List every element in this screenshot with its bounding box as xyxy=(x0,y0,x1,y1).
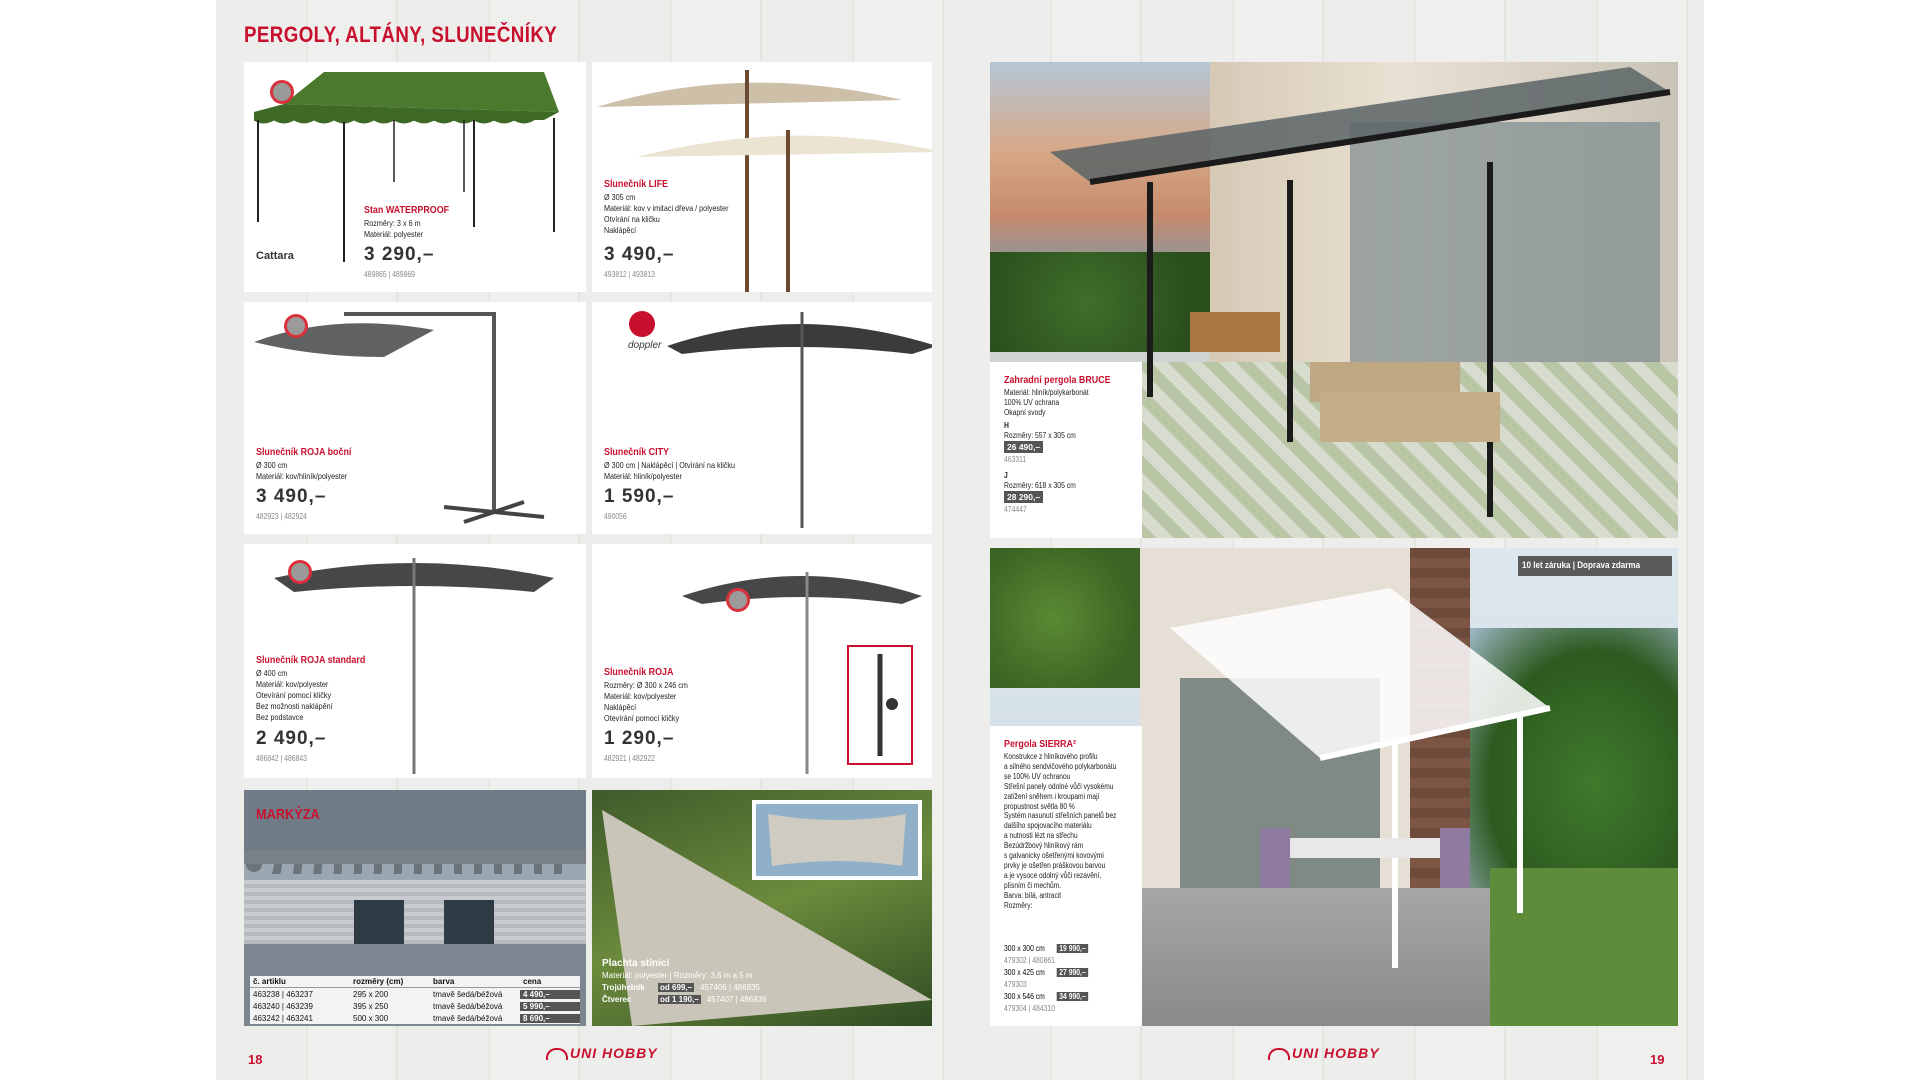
logo-text: UNI HOBBY xyxy=(570,1045,658,1061)
table-cell: tmavě šedá/béžová xyxy=(433,989,503,999)
product-desc: Konstrukce z hliníkového profilu a silného sendvičového polykarbonátu se 100% UV ochranou Střešní panely odolné vůči vysokému zatížení sněhem i kroupami mají propustnost světla 80 % Systém nasunutí střešních panelů bez dalšího spojovacího materiálu a nutnosti lézt na střechu Bezúdržbový hliníkový rám s galvanicky ošetřenými kovovými prvky je ošetřen práškovou barvou a je vysoce odolný vůči rezavění, plísním či mechům. Barva: bílá, antracit Rozměry: xyxy=(1004,752,1117,910)
plachta-shape: Trojúhelník xyxy=(602,983,645,992)
unihobby-logo xyxy=(1268,1045,1380,1061)
plachta-row xyxy=(602,995,767,1004)
size-row xyxy=(1004,992,1088,1001)
left-page xyxy=(216,0,960,1080)
size-label: H xyxy=(1004,421,1009,430)
plachta-price: od 1 190,– xyxy=(660,995,699,1004)
plachta-desc: Materiál: polyester | Rozměry: 3,6 m a 5 m xyxy=(602,971,753,980)
product-desc: Rozměry: Ø 300 x 246 cm Materiál: kov/polyester Naklápěcí Otevírání pomocí kličky xyxy=(604,680,688,723)
plachta-shape: Čtverec xyxy=(602,995,632,1004)
price-tag: 34 990,– xyxy=(1057,992,1089,1001)
plachta-price: od 699,– xyxy=(660,983,693,992)
markyza-photo[interactable] xyxy=(244,790,586,1026)
product-codes: 482923 | 482924 xyxy=(256,512,307,521)
product-price: 2 490,– xyxy=(256,728,327,749)
table-cell-price: 4 490,– xyxy=(520,990,580,999)
plachta-photo[interactable] xyxy=(592,790,932,1026)
size-text: Rozměry: 618 x 305 cm xyxy=(1004,481,1076,490)
product-codes: 493812 | 493813 xyxy=(604,270,655,279)
product-price: 3 490,– xyxy=(604,244,675,265)
product-desc: Materiál: hliník/polykarbonát 100% UV ochrana Okapní svody xyxy=(1004,388,1089,417)
unihobby-logo xyxy=(546,1045,658,1061)
col-header: barva xyxy=(433,977,455,986)
product-title: Slunečník CITY xyxy=(604,446,669,458)
product-codes: 463311 xyxy=(1004,455,1027,464)
size-text: 300 x 546 cm xyxy=(1004,992,1045,1001)
product-codes: 490056 xyxy=(604,512,627,521)
table-cell: 463238 | 463237 xyxy=(253,989,313,999)
table-cell: tmavě šedá/béžová xyxy=(433,1013,503,1023)
product-price: 1 290,– xyxy=(604,728,675,749)
color-swatch[interactable] xyxy=(284,314,308,338)
product-title: Slunečník ROJA xyxy=(604,666,674,678)
size-row xyxy=(1004,968,1088,977)
price-tag: 26 490,– xyxy=(1004,441,1043,453)
product-card-roja[interactable] xyxy=(592,544,932,778)
product-card-slunecnik-life[interactable] xyxy=(592,62,932,292)
table-cell-price: 8 690,– xyxy=(520,1014,580,1023)
col-header: č. artiklu xyxy=(253,977,286,986)
brand-logo-cattara: Cattara xyxy=(256,250,294,262)
product-title: Stan WATERPROOF xyxy=(364,204,450,216)
product-codes: 479304 | 484310 xyxy=(1004,1004,1055,1013)
table-row xyxy=(250,1000,580,1012)
product-codes: 486842 | 486843 xyxy=(256,754,307,763)
color-swatch[interactable] xyxy=(726,588,750,612)
product-card-roja-standard[interactable] xyxy=(244,544,586,778)
product-price: 3 290,– xyxy=(364,244,435,265)
col-header: cena xyxy=(523,977,542,986)
color-swatch[interactable] xyxy=(288,560,312,584)
plachta-codes: 457406 | 486835 xyxy=(700,983,760,992)
product-desc: Ø 400 cm Materiál: kov/polyester Otevírání pomocí kličky Bez možnosti naklápění Bez podstavce xyxy=(256,668,333,722)
product-card-slunecnik-city[interactable] xyxy=(592,302,932,534)
table-header xyxy=(250,976,580,988)
page-number: 19 xyxy=(1650,1052,1665,1067)
product-price: 1 590,– xyxy=(604,486,675,507)
table-cell: 295 x 200 xyxy=(353,989,389,999)
table-cell: 395 x 250 xyxy=(353,1001,389,1011)
table-cell: 463240 | 463239 xyxy=(253,1001,313,1011)
size-text: 300 x 425 cm xyxy=(1004,968,1045,977)
product-card-roja-bocni[interactable] xyxy=(244,302,586,534)
product-codes: 479303 xyxy=(1004,980,1027,989)
size-text: Rozměry: 557 x 305 cm xyxy=(1004,431,1076,440)
price-tag: 28 290,– xyxy=(1004,491,1043,503)
product-card-stan-waterproof[interactable] xyxy=(244,62,586,292)
product-codes: 489865 | 489869 xyxy=(364,270,415,279)
catalog-spread xyxy=(216,0,1704,1080)
page-number: 18 xyxy=(248,1052,263,1067)
price-tag: 19 990,– xyxy=(1057,944,1089,953)
table-row xyxy=(250,988,580,1000)
product-codes: 474447 xyxy=(1004,505,1027,514)
size-text: 300 x 300 cm xyxy=(1004,944,1045,953)
product-title: Zahradní pergola BRUCE xyxy=(1004,374,1111,386)
sierra-photo[interactable] xyxy=(990,548,1678,1026)
logo-text: UNI HOBBY xyxy=(1292,1045,1380,1061)
table-cell: 463242 | 463241 xyxy=(253,1013,313,1023)
table-cell-price: 5 990,– xyxy=(520,1002,580,1011)
product-desc: Rozměry: 3 x 6 m Materiál: polyester xyxy=(364,218,424,239)
product-title: Slunečník LIFE xyxy=(604,178,668,190)
plachta-codes: 457407 | 486836 xyxy=(706,995,767,1004)
product-desc: Ø 305 cm Materiál: kov v imitaci dřeva / polyester Otvírání na kličku Naklápěcí xyxy=(604,192,729,235)
markyza-title: MARKÝZA xyxy=(256,806,320,823)
warranty-badge: 10 let záruka | Doprava zdarma xyxy=(1522,560,1641,571)
product-title: Slunečník ROJA boční xyxy=(256,446,352,458)
price-tag: 27 990,– xyxy=(1057,968,1089,977)
markyza-table xyxy=(250,976,580,1024)
product-desc: Ø 300 cm Materiál: kov/hliník/polyester xyxy=(256,460,348,481)
plachta-title: Plachta stínicí xyxy=(602,958,670,969)
table-row xyxy=(250,1012,580,1024)
product-title: Pergola SIERRA² xyxy=(1004,738,1076,750)
product-desc: Ø 300 cm | Naklápěcí | Otvírání na kličku Materiál: hliník/polyester xyxy=(604,460,736,481)
bruce-photo[interactable] xyxy=(990,62,1678,538)
product-price: 3 490,– xyxy=(256,486,327,507)
product-codes: 479302 | 480861 xyxy=(1004,956,1055,965)
plachta-row xyxy=(602,983,760,992)
col-header: rozměry (cm) xyxy=(353,977,404,986)
page-heading: PERGOLY, ALTÁNY, SLUNEČNÍKY xyxy=(244,22,558,47)
right-page xyxy=(960,0,1704,1080)
brand-logo-doppler: doppler xyxy=(628,340,662,351)
product-codes: 482921 | 482922 xyxy=(604,754,655,763)
size-row xyxy=(1004,944,1088,953)
table-cell: 500 x 300 xyxy=(353,1013,389,1023)
color-swatch[interactable] xyxy=(270,80,294,104)
size-label: J xyxy=(1004,471,1008,480)
table-cell: tmavě šedá/béžová xyxy=(433,1001,503,1011)
product-title: Slunečník ROJA standard xyxy=(256,654,366,666)
